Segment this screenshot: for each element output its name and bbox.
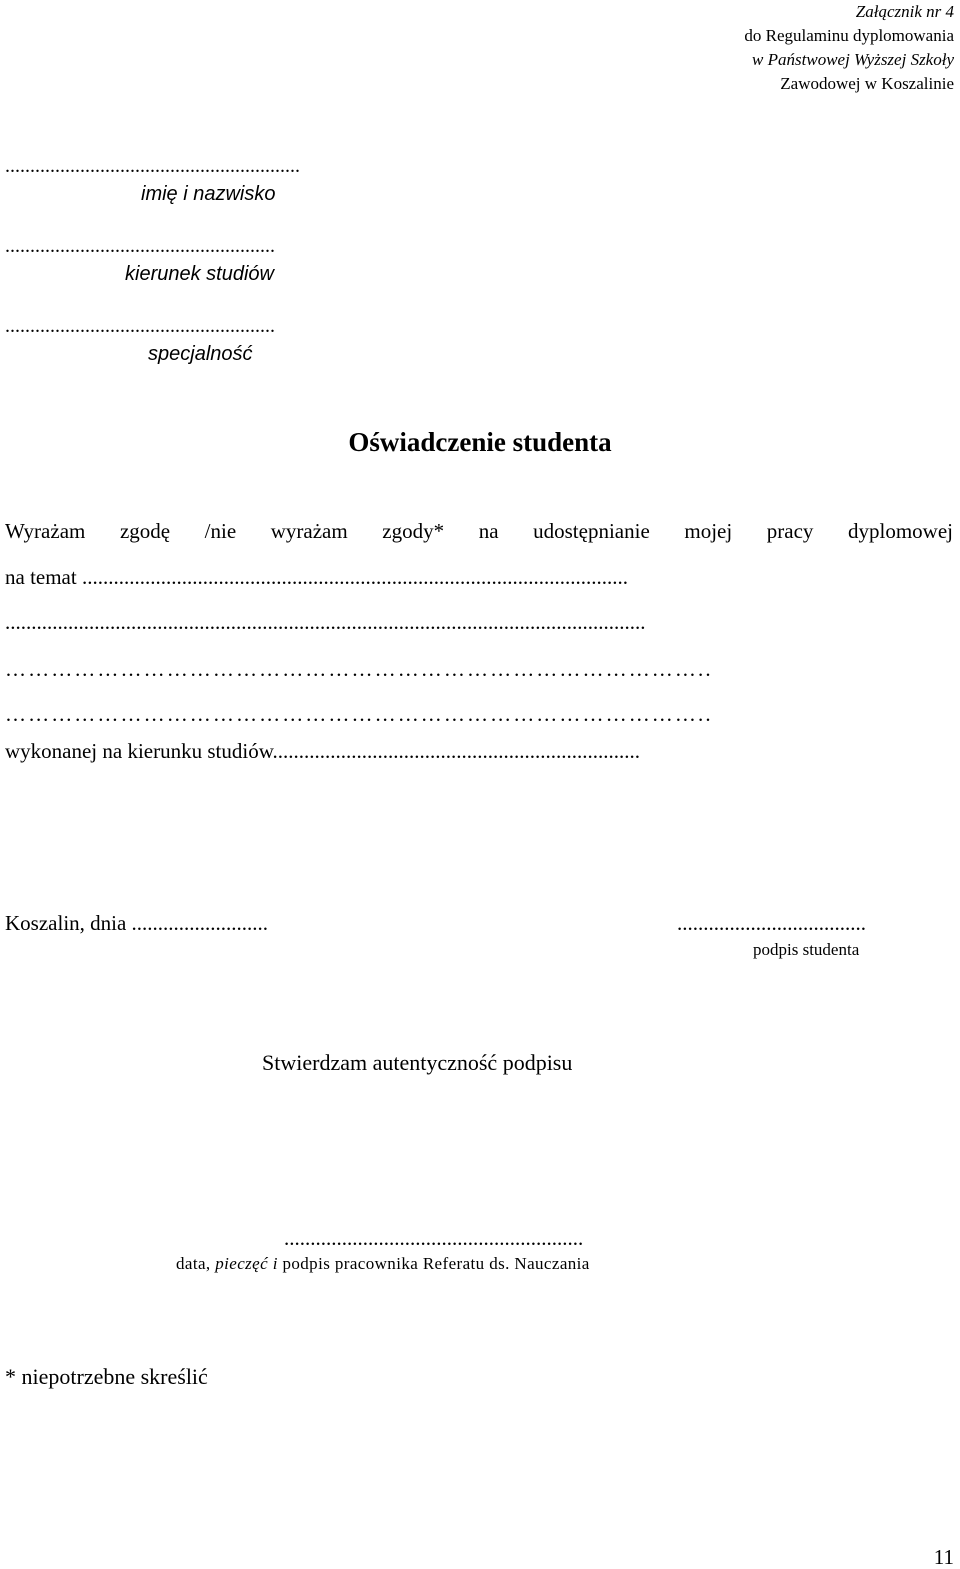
header-attachment: Załącznik nr 4 <box>855 2 954 21</box>
page-number: 11 <box>933 1545 954 1569</box>
student-signature-label: podpis studenta <box>753 940 860 959</box>
student-signature-dots: .................................... <box>677 911 866 935</box>
verification-title: Stwierdzam autentyczność podpisu <box>262 1050 573 1075</box>
document-title: Oświadczenie studenta <box>348 427 612 457</box>
statement-line-3: .......................................................................................................................... <box>5 610 646 634</box>
header-regulation: do Regulaminu dyplomowania <box>744 26 954 45</box>
verification-label-stamp: pieczęć i <box>215 1254 278 1273</box>
statement-line-5: ……………………………………………………………………………….. <box>5 702 713 726</box>
footnote: * niepotrzebne skreślić <box>5 1364 208 1389</box>
name-dots: ........................................................... <box>5 155 300 177</box>
statement-line-2: na temat ........................................................................................................ <box>5 565 628 589</box>
verification-label-date: data, <box>176 1254 211 1273</box>
statement-line-6: wykonanej na kierunku studiów...................................................................... <box>5 739 641 763</box>
verification-dots: ......................................................... <box>284 1226 584 1250</box>
statement-line-1: Wyrażam zgodę /nie wyrażam zgody* na udostępnianie mojej pracy dyplomowej <box>5 519 953 543</box>
major-label: kierunek studiów <box>125 263 274 285</box>
name-label: imię i nazwisko <box>141 183 276 205</box>
header-school-1: w Państwowej Wyższej Szkoły <box>752 50 954 69</box>
specialty-dots: ...................................................... <box>5 315 275 337</box>
specialty-label: specjalność <box>148 343 253 365</box>
statement-line-4: ……………………………………………………………………………….. <box>5 657 713 681</box>
header-school-2: Zawodowej w Koszalinie <box>780 74 954 93</box>
verification-label-signature: podpis pracownika Referatu ds. Nauczania <box>282 1254 590 1273</box>
place-date: Koszalin, dnia .......................... <box>5 911 269 935</box>
verification-label <box>176 1255 590 1272</box>
major-dots: ...................................................... <box>5 235 275 257</box>
